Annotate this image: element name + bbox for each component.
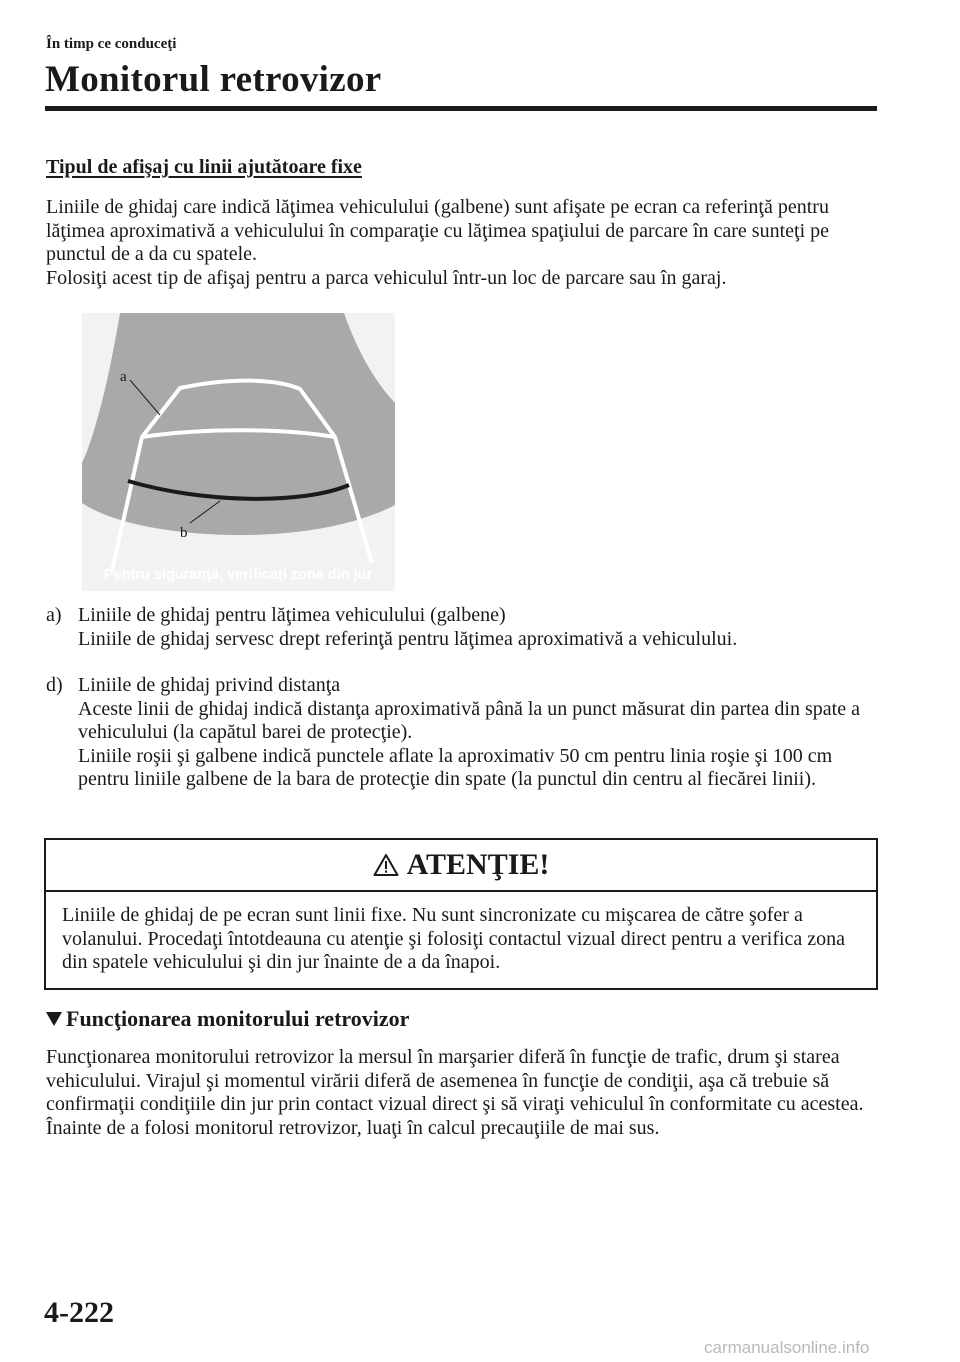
- watermark: carmanualsonline.info: [704, 1338, 870, 1357]
- list-item-title: Liniile de ghidaj privind distanţa: [78, 674, 341, 696]
- list-item-label: d): [46, 674, 63, 696]
- subsection-heading-text: Funcţionarea monitorului retrovizor: [66, 1006, 410, 1031]
- title-divider: [45, 106, 877, 111]
- caution-text: Liniile de ghidaj de pe ecran sunt linii fixe. Nu sunt sincronizate cu mişcarea de către şofer a volanului. Procedaţi întotdeauna cu atenţie şi folosiţi contactul vizual direct pentru a verifica zona din spatele vehiculului şi din jur înainte de a da înapoi.: [62, 904, 846, 973]
- subsection-paragraph-2: Înainte de a folosi monitorul retrovizor, luaţi în calcul precauţiile de mai sus.: [46, 1116, 660, 1139]
- list-item-label: a): [46, 604, 62, 626]
- triangle-down-icon: [46, 1012, 62, 1026]
- caution-box: [44, 838, 878, 990]
- caution-title: ATENŢIE!: [406, 848, 550, 881]
- callout-label-a: a: [120, 369, 127, 385]
- caution-header: [46, 840, 876, 892]
- subsection-heading: [46, 1006, 409, 1032]
- list-item-body: Aceste linii de ghidaj indică distanţa aproximativă până la un punct măsurat din partea din spate a vehiculului (la capătul barei de protecţie).: [78, 697, 860, 743]
- subsection-body: [46, 1046, 880, 1140]
- breadcrumb: În timp ce conduceţi: [46, 36, 177, 52]
- section-paragraph-1: Liniile de ghidaj care indică lăţimea vehiculului (galbene) sunt afişate pe ecran ca referinţă pentru lăţimea aproximativă a vehiculului în comparaţie cu lăţimea spaţiului de parcare în care sunteţi pe punctul de a da cu spatele.: [46, 196, 830, 265]
- page-number: 4-222: [44, 1296, 114, 1329]
- section-heading: Tipul de afişaj cu linii ajutătoare fixe: [46, 156, 362, 178]
- list-item-body: Liniile roşii şi galbene indică punctele aflate la aproximativ 50 cm pentru linia roşie şi 100 cm pentru liniile galbene de la bara de protecţie din spate (la punctul din centru al fiecărei linii).: [78, 744, 833, 790]
- page-title: Monitorul retrovizor: [45, 59, 382, 100]
- rear-view-monitor-figure: [82, 313, 395, 591]
- subsection-paragraph-1: Funcţionarea monitorului retrovizor la mersul în marşarier diferă în funcţie de trafic, drum şi starea vehiculului. Virajul şi momentul virării diferă de asemenea în funcţie de condiţii, aşa că trebuie să confirmaţii condiţiile din jur prin contact vizual direct şi să viraţi vehiculul în conformitate cu acestea.: [46, 1046, 864, 1115]
- list-item: [46, 674, 886, 792]
- section-paragraph-2: Folosiţi acest tip de afişaj pentru a parca vehiculul într-un loc de parcare sau în garaj.: [46, 266, 727, 289]
- section-body: [46, 196, 880, 290]
- callout-label-b: b: [180, 525, 188, 541]
- list-item-body: Liniile de ghidaj servesc drept referinţă pentru lăţimea aproximativă a vehiculului.: [78, 627, 738, 650]
- list-item-title: Liniile de ghidaj pentru lăţimea vehiculului (galbene): [78, 604, 506, 626]
- rear-view-screen-illustration: [82, 313, 395, 591]
- warning-triangle-icon: [373, 853, 399, 877]
- list-item: [46, 604, 886, 651]
- screen-caption: Pentru siguranţă, verificaţi zona din jur: [103, 567, 373, 583]
